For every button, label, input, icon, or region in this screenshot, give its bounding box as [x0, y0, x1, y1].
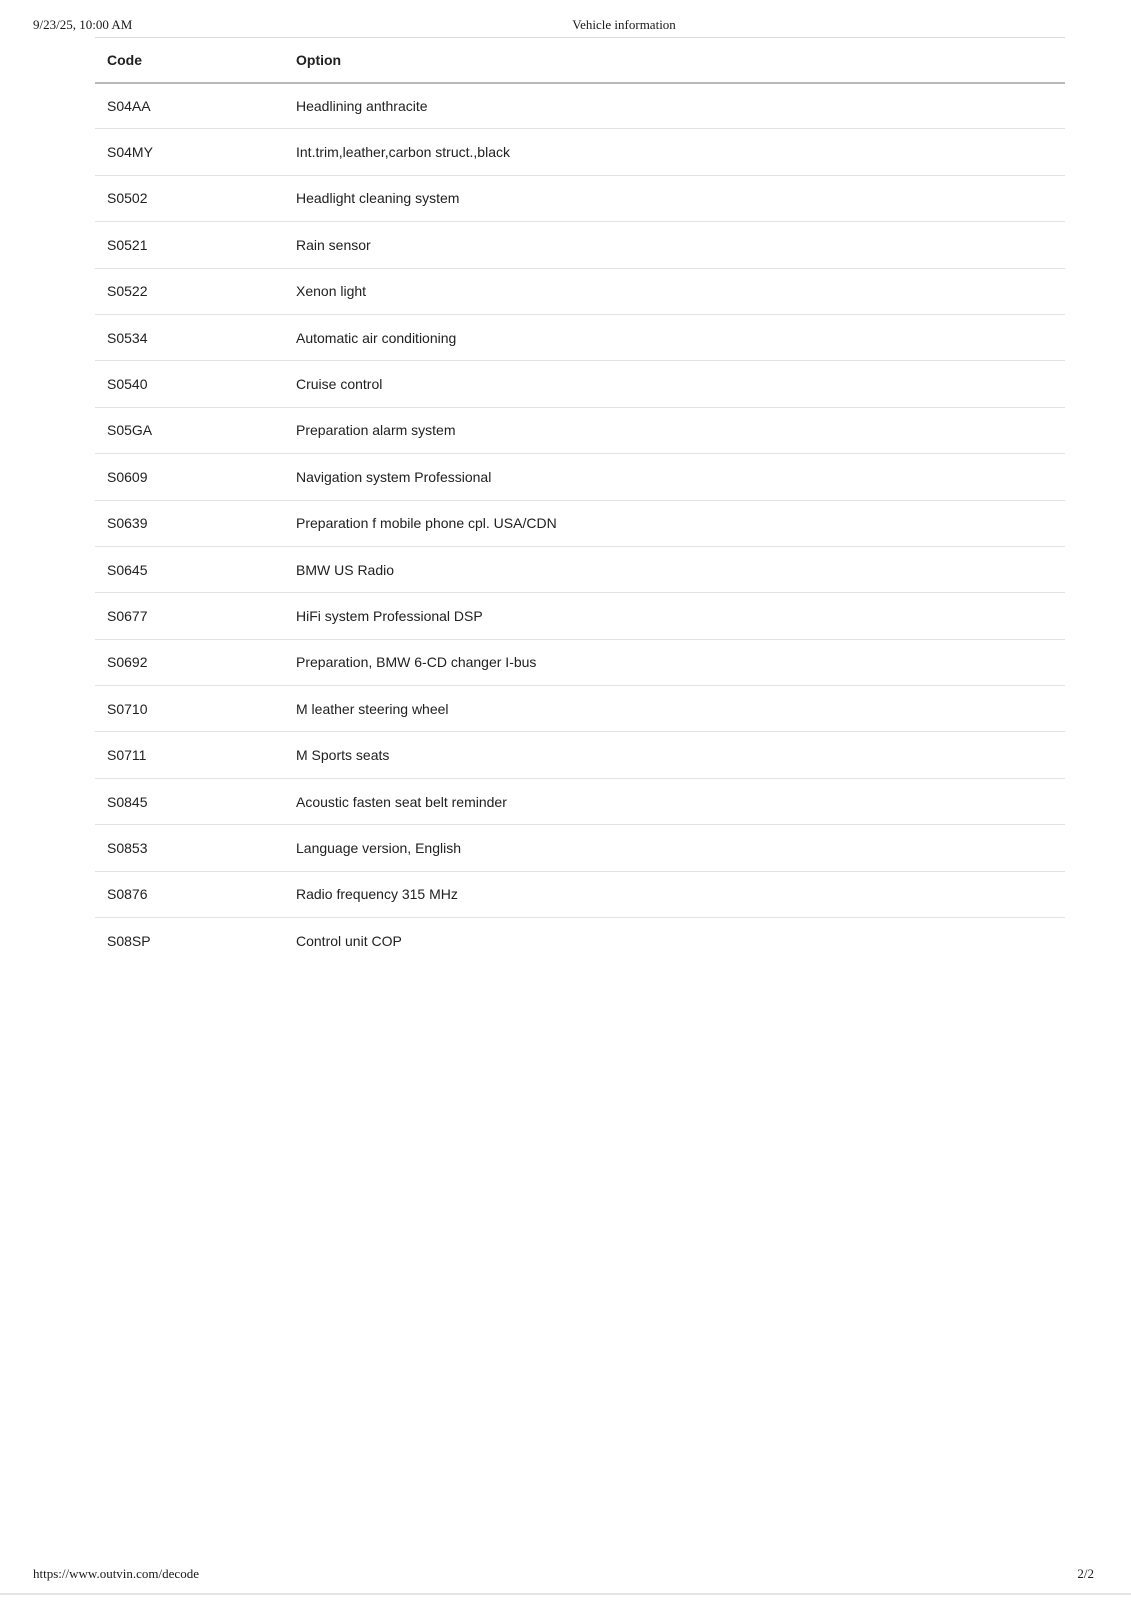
option-cell: Language version, English: [284, 825, 1065, 871]
option-cell: Automatic air conditioning: [284, 314, 1065, 360]
option-cell: Rain sensor: [284, 222, 1065, 268]
code-cell: S08SP: [107, 932, 151, 949]
option-cell: Control unit COP: [296, 932, 402, 949]
vehicle-options-table: [95, 37, 1065, 964]
code-cell: S0521: [95, 222, 284, 268]
table-row: [95, 361, 1065, 407]
code-cell: S04MY: [95, 129, 284, 175]
option-cell: Headlight cleaning system: [284, 175, 1065, 221]
vehicle-options-section: [95, 37, 1065, 964]
option-cell: HiFi system Professional DSP: [284, 593, 1065, 639]
code-cell: S0876: [95, 871, 284, 917]
code-cell: S0853: [95, 825, 284, 871]
option-cell: BMW US Radio: [284, 546, 1065, 592]
table-row: [95, 129, 1065, 175]
print-header-date: 9/23/25, 10:00 AM: [33, 17, 133, 32]
table-row: [95, 686, 1065, 732]
code-cell: S0502: [95, 175, 284, 221]
code-cell: S04AA: [95, 83, 284, 129]
table-row: [95, 407, 1065, 453]
option-cell: Radio frequency 315 MHz: [284, 871, 1065, 917]
table-row: [95, 732, 1065, 778]
option-cell: Int.trim,leather,carbon struct.,black: [284, 129, 1065, 175]
code-cell: S0692: [95, 639, 284, 685]
table-header-row: [95, 38, 1065, 83]
print-footer-url: https://www.outvin.com/decode: [33, 1566, 199, 1581]
table-row: [95, 175, 1065, 221]
code-cell: S0540: [95, 361, 284, 407]
code-cell: S0534: [95, 314, 284, 360]
option-cell: Xenon light: [284, 268, 1065, 314]
table-row: [95, 314, 1065, 360]
table-row: [95, 546, 1065, 592]
option-cell: Headlining anthracite: [284, 83, 1065, 129]
table-row: [95, 222, 1065, 268]
code-cell: S0710: [95, 686, 284, 732]
table-row: [95, 500, 1065, 546]
table-row: [95, 778, 1065, 824]
column-header-option: Option: [284, 38, 1065, 83]
table-row: [95, 593, 1065, 639]
code-cell: S05GA: [95, 407, 284, 453]
option-cell: Acoustic fasten seat belt reminder: [284, 778, 1065, 824]
code-cell: S0677: [95, 593, 284, 639]
table-row: [95, 825, 1065, 871]
column-header-code: Code: [95, 38, 284, 83]
table-row: [95, 871, 1065, 917]
table-row: [95, 639, 1065, 685]
code-cell: S0845: [95, 778, 284, 824]
code-cell: S0522: [95, 268, 284, 314]
option-cell: Preparation f mobile phone cpl. USA/CDN: [284, 500, 1065, 546]
table-row: [95, 918, 1065, 964]
print-footer-page-number: 2/2: [1077, 1566, 1094, 1581]
table-row: [95, 83, 1065, 129]
code-cell: S0609: [95, 454, 284, 500]
page-bottom-edge: [0, 1593, 1131, 1595]
code-cell: S0645: [95, 546, 284, 592]
option-cell: Navigation system Professional: [284, 454, 1065, 500]
option-cell: Cruise control: [284, 361, 1065, 407]
code-cell: S0639: [95, 500, 284, 546]
option-cell: M leather steering wheel: [284, 686, 1065, 732]
table-row: [95, 268, 1065, 314]
print-header-title: Vehicle information: [572, 17, 676, 32]
option-cell: M Sports seats: [284, 732, 1065, 778]
code-cell: S0711: [95, 732, 284, 778]
option-cell: Preparation, BMW 6-CD changer I-bus: [284, 639, 1065, 685]
option-cell: Preparation alarm system: [284, 407, 1065, 453]
table-body: [95, 83, 1065, 964]
table-row: [95, 454, 1065, 500]
